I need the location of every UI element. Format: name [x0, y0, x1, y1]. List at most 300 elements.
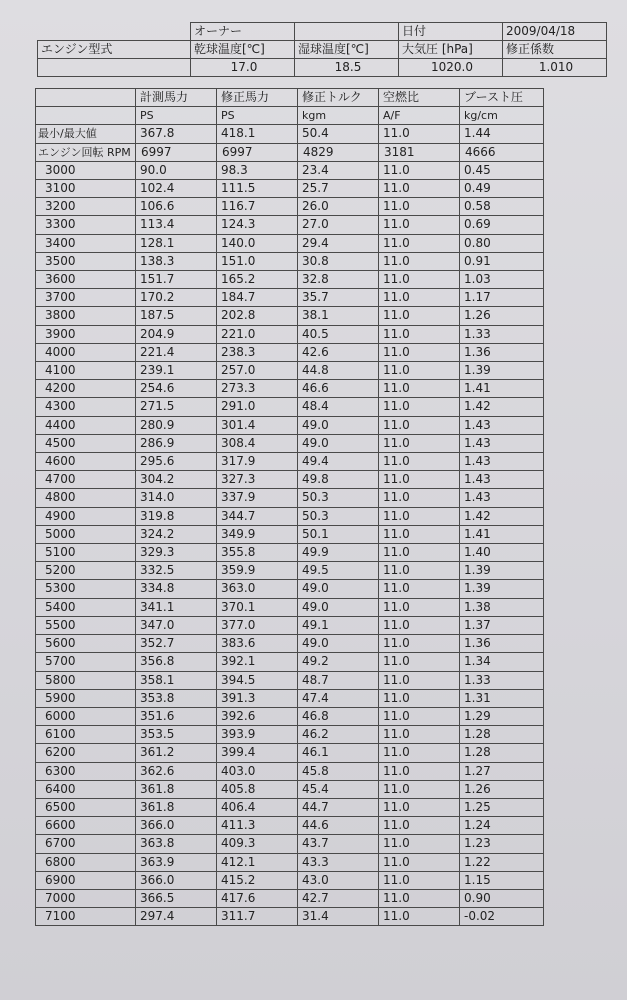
table-cell: 106.6	[136, 198, 217, 216]
rpm-value: 3400	[36, 234, 136, 252]
table-cell: 1.29	[460, 707, 544, 725]
table-cell: 128.1	[136, 234, 217, 252]
table-cell: 49.0	[298, 635, 379, 653]
table-cell: 11.0	[379, 434, 460, 452]
table-cell: 417.6	[217, 889, 298, 907]
table-cell: 221.0	[217, 325, 298, 343]
table-cell: 353.8	[136, 689, 217, 707]
rpm-value: 6100	[36, 726, 136, 744]
rpm-value: 6000	[36, 707, 136, 725]
table-row	[36, 380, 544, 398]
rpm-value: 6400	[36, 780, 136, 798]
unit-row	[36, 107, 544, 125]
max-cell: 50.4	[298, 125, 379, 143]
table-cell: 11.0	[379, 871, 460, 889]
rpm-value: 6600	[36, 817, 136, 835]
owner-value	[295, 23, 399, 41]
table-cell: 295.6	[136, 453, 217, 471]
date-label: 日付	[399, 23, 503, 41]
table-cell: 11.0	[379, 598, 460, 616]
table-cell: -0.02	[460, 908, 544, 926]
rpm-value: 4300	[36, 398, 136, 416]
rpm-value: 7000	[36, 889, 136, 907]
table-row	[36, 307, 544, 325]
table-cell: 11.0	[379, 398, 460, 416]
table-cell: 165.2	[217, 271, 298, 289]
table-row	[36, 180, 544, 198]
table-cell: 308.4	[217, 434, 298, 452]
table-cell: 111.5	[217, 180, 298, 198]
table-row	[36, 580, 544, 598]
table-row	[36, 289, 544, 307]
col-header: 修正馬力	[217, 89, 298, 107]
table-cell: 11.0	[379, 616, 460, 634]
table-cell: 273.3	[217, 380, 298, 398]
table-cell: 363.9	[136, 853, 217, 871]
unit-cell: A/F	[379, 107, 460, 125]
table-cell: 332.5	[136, 562, 217, 580]
table-cell: 405.8	[217, 780, 298, 798]
table-row	[36, 216, 544, 234]
table-cell: 392.6	[217, 707, 298, 725]
rpm-value: 5800	[36, 671, 136, 689]
table-cell: 1.15	[460, 871, 544, 889]
table-cell: 35.7	[298, 289, 379, 307]
table-cell: 11.0	[379, 707, 460, 725]
dry-temp-value: 17.0	[191, 59, 295, 77]
table-cell: 341.1	[136, 598, 217, 616]
table-cell: 11.0	[379, 544, 460, 562]
table-cell: 43.3	[298, 853, 379, 871]
table-cell: 257.0	[217, 362, 298, 380]
table-cell: 45.4	[298, 780, 379, 798]
table-cell: 409.3	[217, 835, 298, 853]
table-cell: 1.22	[460, 853, 544, 871]
rpm-value: 5700	[36, 653, 136, 671]
table-row	[36, 507, 544, 525]
table-cell: 394.5	[217, 671, 298, 689]
table-cell: 344.7	[217, 507, 298, 525]
table-row	[36, 780, 544, 798]
table-cell: 1.43	[460, 434, 544, 452]
table-row	[36, 671, 544, 689]
col-header: 空燃比	[379, 89, 460, 107]
pressure-value: 1020.0	[399, 59, 503, 77]
table-cell: 1.43	[460, 471, 544, 489]
rpm-value: 5300	[36, 580, 136, 598]
table-cell: 27.0	[298, 216, 379, 234]
unit-cell: PS	[136, 107, 217, 125]
table-cell: 11.0	[379, 234, 460, 252]
table-cell: 29.4	[298, 234, 379, 252]
table-cell: 113.4	[136, 216, 217, 234]
table-cell: 349.9	[217, 525, 298, 543]
table-row	[36, 489, 544, 507]
rpm-value: 5900	[36, 689, 136, 707]
table-cell: 49.4	[298, 453, 379, 471]
table-cell: 44.8	[298, 362, 379, 380]
rpm-value: 7100	[36, 908, 136, 926]
table-cell: 42.7	[298, 889, 379, 907]
table-cell: 1.38	[460, 598, 544, 616]
table-cell: 399.4	[217, 744, 298, 762]
table-cell: 353.5	[136, 726, 217, 744]
table-cell: 23.4	[298, 161, 379, 179]
table-cell: 370.1	[217, 598, 298, 616]
table-cell: 356.8	[136, 653, 217, 671]
table-cell: 1.40	[460, 544, 544, 562]
table-cell: 49.0	[298, 416, 379, 434]
rpm-value: 3900	[36, 325, 136, 343]
unit-cell: PS	[217, 107, 298, 125]
table-cell: 11.0	[379, 653, 460, 671]
table-cell: 291.0	[217, 398, 298, 416]
table-row	[36, 744, 544, 762]
table-cell: 1.34	[460, 653, 544, 671]
unit-cell: kg/cm	[460, 107, 544, 125]
rpm-value: 6800	[36, 853, 136, 871]
table-row	[36, 835, 544, 853]
table-cell: 11.0	[379, 489, 460, 507]
engine-value	[38, 59, 191, 77]
table-row	[36, 198, 544, 216]
table-cell: 49.2	[298, 653, 379, 671]
max-cell: 11.0	[379, 125, 460, 143]
table-cell: 11.0	[379, 289, 460, 307]
table-cell: 347.0	[136, 616, 217, 634]
table-cell: 46.1	[298, 744, 379, 762]
rpm-value: 4900	[36, 507, 136, 525]
table-row	[36, 271, 544, 289]
table-cell: 151.7	[136, 271, 217, 289]
table-cell: 49.5	[298, 562, 379, 580]
table-cell: 383.6	[217, 635, 298, 653]
table-cell: 366.0	[136, 871, 217, 889]
table-cell: 50.1	[298, 525, 379, 543]
table-cell: 102.4	[136, 180, 217, 198]
table-cell: 140.0	[217, 234, 298, 252]
wet-temp-label: 湿球温度[℃]	[295, 41, 399, 59]
table-cell: 43.0	[298, 871, 379, 889]
table-row	[36, 416, 544, 434]
info-table	[37, 22, 607, 77]
header-row	[36, 89, 544, 107]
table-cell: 0.58	[460, 198, 544, 216]
rpm-value: 3600	[36, 271, 136, 289]
table-cell: 11.0	[379, 635, 460, 653]
rpm-cell: 3181	[379, 143, 460, 161]
table-row	[36, 616, 544, 634]
table-row	[36, 689, 544, 707]
owner-label: オーナー	[191, 23, 295, 41]
table-cell: 361.8	[136, 798, 217, 816]
table-row	[36, 362, 544, 380]
table-row	[36, 817, 544, 835]
table-cell: 271.5	[136, 398, 217, 416]
table-cell: 40.5	[298, 325, 379, 343]
table-cell: 11.0	[379, 307, 460, 325]
table-cell: 49.0	[298, 580, 379, 598]
table-cell: 11.0	[379, 325, 460, 343]
rpm-value: 4100	[36, 362, 136, 380]
table-cell: 44.7	[298, 798, 379, 816]
table-cell: 11.0	[379, 161, 460, 179]
rpm-value: 6700	[36, 835, 136, 853]
rpm-value: 3200	[36, 198, 136, 216]
table-cell: 98.3	[217, 161, 298, 179]
table-cell: 1.43	[460, 489, 544, 507]
table-cell: 204.9	[136, 325, 217, 343]
rpm-value: 5200	[36, 562, 136, 580]
rpm-label: エンジン回転 RPM	[36, 143, 136, 161]
max-cell: 367.8	[136, 125, 217, 143]
table-cell: 124.3	[217, 216, 298, 234]
table-cell: 304.2	[136, 471, 217, 489]
table-cell: 11.0	[379, 562, 460, 580]
table-cell: 116.7	[217, 198, 298, 216]
table-cell: 366.5	[136, 889, 217, 907]
table-cell: 151.0	[217, 252, 298, 270]
table-cell: 11.0	[379, 216, 460, 234]
col-header: ブースト圧	[460, 89, 544, 107]
table-cell: 0.49	[460, 180, 544, 198]
table-cell: 1.43	[460, 453, 544, 471]
table-cell: 1.27	[460, 762, 544, 780]
dyno-table	[35, 88, 544, 926]
table-cell: 317.9	[217, 453, 298, 471]
rpm-value: 4600	[36, 453, 136, 471]
table-cell: 170.2	[136, 289, 217, 307]
table-cell: 319.8	[136, 507, 217, 525]
table-cell: 11.0	[379, 726, 460, 744]
table-row	[36, 525, 544, 543]
table-cell: 352.7	[136, 635, 217, 653]
table-cell: 1.25	[460, 798, 544, 816]
table-cell: 49.9	[298, 544, 379, 562]
table-row	[36, 398, 544, 416]
table-row	[36, 453, 544, 471]
rpm-value: 6200	[36, 744, 136, 762]
table-cell: 31.4	[298, 908, 379, 926]
table-cell: 11.0	[379, 343, 460, 361]
table-cell: 0.80	[460, 234, 544, 252]
table-row	[36, 562, 544, 580]
table-cell: 11.0	[379, 762, 460, 780]
table-cell: 362.6	[136, 762, 217, 780]
table-cell: 361.8	[136, 780, 217, 798]
table-cell: 337.9	[217, 489, 298, 507]
table-cell: 48.7	[298, 671, 379, 689]
table-row	[36, 653, 544, 671]
table-cell: 47.4	[298, 689, 379, 707]
table-cell: 1.39	[460, 362, 544, 380]
table-row	[36, 234, 544, 252]
table-cell: 1.23	[460, 835, 544, 853]
table-cell: 1.26	[460, 307, 544, 325]
table-cell: 221.4	[136, 343, 217, 361]
table-cell: 11.0	[379, 798, 460, 816]
max-row	[36, 125, 544, 143]
col-header: 修正トルク	[298, 89, 379, 107]
table-cell: 49.0	[298, 434, 379, 452]
table-cell: 391.3	[217, 689, 298, 707]
table-cell: 327.3	[217, 471, 298, 489]
coef-value: 1.010	[503, 59, 607, 77]
table-cell: 42.6	[298, 343, 379, 361]
table-row	[36, 726, 544, 744]
table-cell: 411.3	[217, 817, 298, 835]
rpm-value: 5600	[36, 635, 136, 653]
table-row	[36, 598, 544, 616]
col-header: 計測馬力	[136, 89, 217, 107]
table-cell: 363.0	[217, 580, 298, 598]
rpm-value: 4200	[36, 380, 136, 398]
table-cell: 0.90	[460, 889, 544, 907]
table-cell: 50.3	[298, 507, 379, 525]
table-cell: 46.6	[298, 380, 379, 398]
table-cell: 49.1	[298, 616, 379, 634]
coef-label: 修正係数	[503, 41, 607, 59]
date-value: 2009/04/18	[503, 23, 607, 41]
table-cell: 30.8	[298, 252, 379, 270]
pressure-label: 大気圧 [hPa]	[399, 41, 503, 59]
rpm-value: 4800	[36, 489, 136, 507]
table-row	[36, 798, 544, 816]
table-cell: 49.0	[298, 598, 379, 616]
table-cell: 11.0	[379, 889, 460, 907]
table-cell: 11.0	[379, 380, 460, 398]
table-cell: 25.7	[298, 180, 379, 198]
table-row	[36, 325, 544, 343]
table-row	[36, 635, 544, 653]
table-row	[36, 762, 544, 780]
table-cell: 329.3	[136, 544, 217, 562]
table-cell: 415.2	[217, 871, 298, 889]
table-cell: 202.8	[217, 307, 298, 325]
table-cell: 334.8	[136, 580, 217, 598]
table-cell: 297.4	[136, 908, 217, 926]
table-cell: 361.2	[136, 744, 217, 762]
table-cell: 403.0	[217, 762, 298, 780]
rpm-value: 4000	[36, 343, 136, 361]
table-cell: 138.3	[136, 252, 217, 270]
table-cell: 46.8	[298, 707, 379, 725]
table-row	[36, 889, 544, 907]
table-cell: 0.91	[460, 252, 544, 270]
table-cell: 301.4	[217, 416, 298, 434]
table-cell: 38.1	[298, 307, 379, 325]
rpm-value: 6900	[36, 871, 136, 889]
table-cell: 1.41	[460, 380, 544, 398]
table-cell: 254.6	[136, 380, 217, 398]
rpm-value: 3000	[36, 161, 136, 179]
unit-cell: kgm	[298, 107, 379, 125]
table-cell: 238.3	[217, 343, 298, 361]
rpm-cell: 6997	[217, 143, 298, 161]
table-cell: 324.2	[136, 525, 217, 543]
table-cell: 1.39	[460, 562, 544, 580]
table-cell: 1.33	[460, 325, 544, 343]
rpm-value: 3800	[36, 307, 136, 325]
table-cell: 11.0	[379, 835, 460, 853]
table-cell: 1.42	[460, 398, 544, 416]
table-cell: 406.4	[217, 798, 298, 816]
rpm-cell: 6997	[136, 143, 217, 161]
table-cell: 90.0	[136, 161, 217, 179]
rpm-value: 3700	[36, 289, 136, 307]
table-cell: 11.0	[379, 744, 460, 762]
table-row	[36, 707, 544, 725]
table-cell: 1.31	[460, 689, 544, 707]
table-cell: 44.6	[298, 817, 379, 835]
table-cell: 11.0	[379, 416, 460, 434]
table-cell: 1.41	[460, 525, 544, 543]
rpm-value: 3500	[36, 252, 136, 270]
table-cell: 377.0	[217, 616, 298, 634]
table-cell: 314.0	[136, 489, 217, 507]
table-cell: 286.9	[136, 434, 217, 452]
table-cell: 184.7	[217, 289, 298, 307]
rpm-value: 5500	[36, 616, 136, 634]
rpm-value: 3100	[36, 180, 136, 198]
table-cell: 11.0	[379, 453, 460, 471]
table-cell: 1.26	[460, 780, 544, 798]
table-cell: 1.42	[460, 507, 544, 525]
table-cell: 11.0	[379, 362, 460, 380]
table-cell: 280.9	[136, 416, 217, 434]
table-cell: 358.1	[136, 671, 217, 689]
table-cell: 187.5	[136, 307, 217, 325]
table-cell: 11.0	[379, 271, 460, 289]
table-cell: 1.39	[460, 580, 544, 598]
table-row	[36, 343, 544, 361]
table-cell: 239.1	[136, 362, 217, 380]
table-cell: 0.45	[460, 161, 544, 179]
rpm-cell: 4829	[298, 143, 379, 161]
rpm-value: 4500	[36, 434, 136, 452]
table-row	[36, 161, 544, 179]
table-cell: 50.3	[298, 489, 379, 507]
table-cell: 1.03	[460, 271, 544, 289]
table-cell: 1.33	[460, 671, 544, 689]
table-cell: 32.8	[298, 271, 379, 289]
rpm-value: 6500	[36, 798, 136, 816]
table-cell: 26.0	[298, 198, 379, 216]
table-cell: 11.0	[379, 471, 460, 489]
rpm-value: 5000	[36, 525, 136, 543]
max-cell: 1.44	[460, 125, 544, 143]
rpm-cell: 4666	[460, 143, 544, 161]
rpm-value: 6300	[36, 762, 136, 780]
wet-temp-value: 18.5	[295, 59, 399, 77]
table-row	[36, 544, 544, 562]
table-row	[36, 252, 544, 270]
table-cell: 11.0	[379, 689, 460, 707]
table-row	[36, 434, 544, 452]
table-cell: 48.4	[298, 398, 379, 416]
table-cell: 1.36	[460, 635, 544, 653]
table-cell: 11.0	[379, 252, 460, 270]
table-cell: 11.0	[379, 908, 460, 926]
table-cell: 393.9	[217, 726, 298, 744]
table-cell: 359.9	[217, 562, 298, 580]
table-row	[36, 853, 544, 871]
rpm-value: 4400	[36, 416, 136, 434]
table-cell: 11.0	[379, 198, 460, 216]
table-cell: 351.6	[136, 707, 217, 725]
max-label: 最小/最大値	[36, 125, 136, 143]
table-cell: 43.7	[298, 835, 379, 853]
